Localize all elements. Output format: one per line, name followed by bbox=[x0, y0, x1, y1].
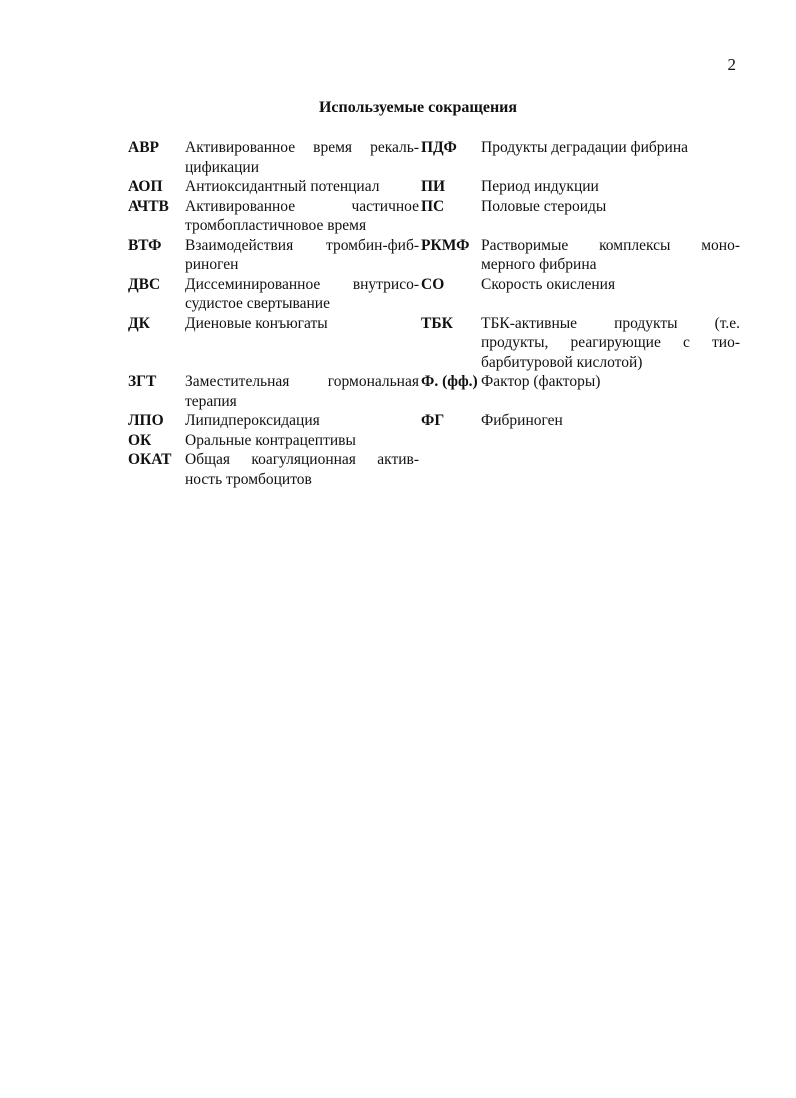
table-row bbox=[128, 197, 740, 236]
abbreviation-code: АЧТВ bbox=[128, 197, 169, 215]
abbreviation-definition: ТБК-активные продукты (т.е. продукты, реагирующие с тио-барбитуровой кислотой) bbox=[481, 314, 740, 371]
abbreviation-definition: Фибриноген bbox=[481, 412, 563, 429]
abbreviation-code: ДВС bbox=[128, 275, 161, 293]
abbreviation-code: ФГ bbox=[421, 412, 445, 429]
abbreviation-definition: Половые стероиды bbox=[481, 197, 607, 215]
abbreviation-code: ВТФ bbox=[128, 236, 162, 254]
abbreviation-definition: Период индукции bbox=[481, 178, 599, 195]
abbreviation-definition: Фактор (факторы) bbox=[481, 373, 601, 390]
page-title: Используемые сокращения bbox=[318, 99, 518, 116]
table-row bbox=[128, 450, 740, 489]
abbreviation-definition: Диеновые конъюгаты bbox=[185, 314, 328, 332]
table-row bbox=[128, 275, 740, 314]
abbreviations-table bbox=[128, 138, 740, 489]
table-row bbox=[128, 177, 740, 197]
abbreviation-definition: Активированное частичное тромбопластичновое время bbox=[185, 197, 419, 234]
abbreviation-code bbox=[421, 450, 481, 489]
abbreviation-definition: Антиоксидантный потенциал bbox=[185, 178, 380, 195]
abbreviation-definition: Активированное время рекаль-цификации bbox=[185, 139, 419, 176]
abbreviation-code bbox=[421, 431, 481, 451]
abbreviation-code: ЛПО bbox=[128, 412, 164, 429]
table-row bbox=[128, 314, 740, 373]
abbreviation-definition: Скорость окисления bbox=[481, 275, 616, 293]
abbreviation-definition: Диссеминированное внутрисо-судистое свертывание bbox=[185, 275, 419, 312]
abbreviation-definition bbox=[481, 431, 740, 451]
abbreviation-definition: Оральные контрацептивы bbox=[185, 431, 356, 449]
table-row bbox=[128, 236, 740, 275]
abbreviation-code: РКМФ bbox=[421, 236, 470, 254]
table-row bbox=[128, 411, 740, 431]
abbreviation-code: ПДФ bbox=[421, 139, 457, 156]
abbreviation-code: ОКАТ bbox=[128, 451, 172, 468]
abbreviation-code: СО bbox=[421, 275, 445, 293]
abbreviation-definition: Растворимые комплексы моно-мерного фибрина bbox=[481, 236, 740, 273]
abbreviation-code: ОК bbox=[128, 431, 152, 449]
abbreviation-code: ЗГТ bbox=[128, 373, 157, 390]
abbreviation-code: АОП bbox=[128, 178, 163, 195]
abbreviation-code: ПС bbox=[421, 197, 445, 215]
table-row bbox=[128, 372, 740, 411]
abbreviation-code: ТБК bbox=[421, 314, 453, 332]
abbreviation-code: Ф. (фф.) bbox=[421, 373, 478, 390]
abbreviation-definition bbox=[481, 450, 740, 489]
abbreviation-definition: Продукты деградации фибрина bbox=[481, 139, 688, 156]
page-number: 2 bbox=[727, 55, 736, 74]
abbreviation-definition: Липидпероксидация bbox=[185, 412, 320, 429]
abbreviation-code: ДК bbox=[128, 314, 150, 332]
abbreviation-definition: Взаимодействия тромбин-фиб-риноген bbox=[185, 236, 419, 273]
abbreviation-code: ПИ bbox=[421, 178, 446, 195]
abbreviation-definition: Заместительная гормональная терапия bbox=[185, 373, 419, 410]
abbreviation-code: АВР bbox=[128, 139, 159, 156]
table-row bbox=[128, 431, 740, 451]
table-row bbox=[128, 138, 740, 177]
abbreviation-definition: Общая коагуляционная актив-ность тромбоцитов bbox=[185, 451, 419, 488]
